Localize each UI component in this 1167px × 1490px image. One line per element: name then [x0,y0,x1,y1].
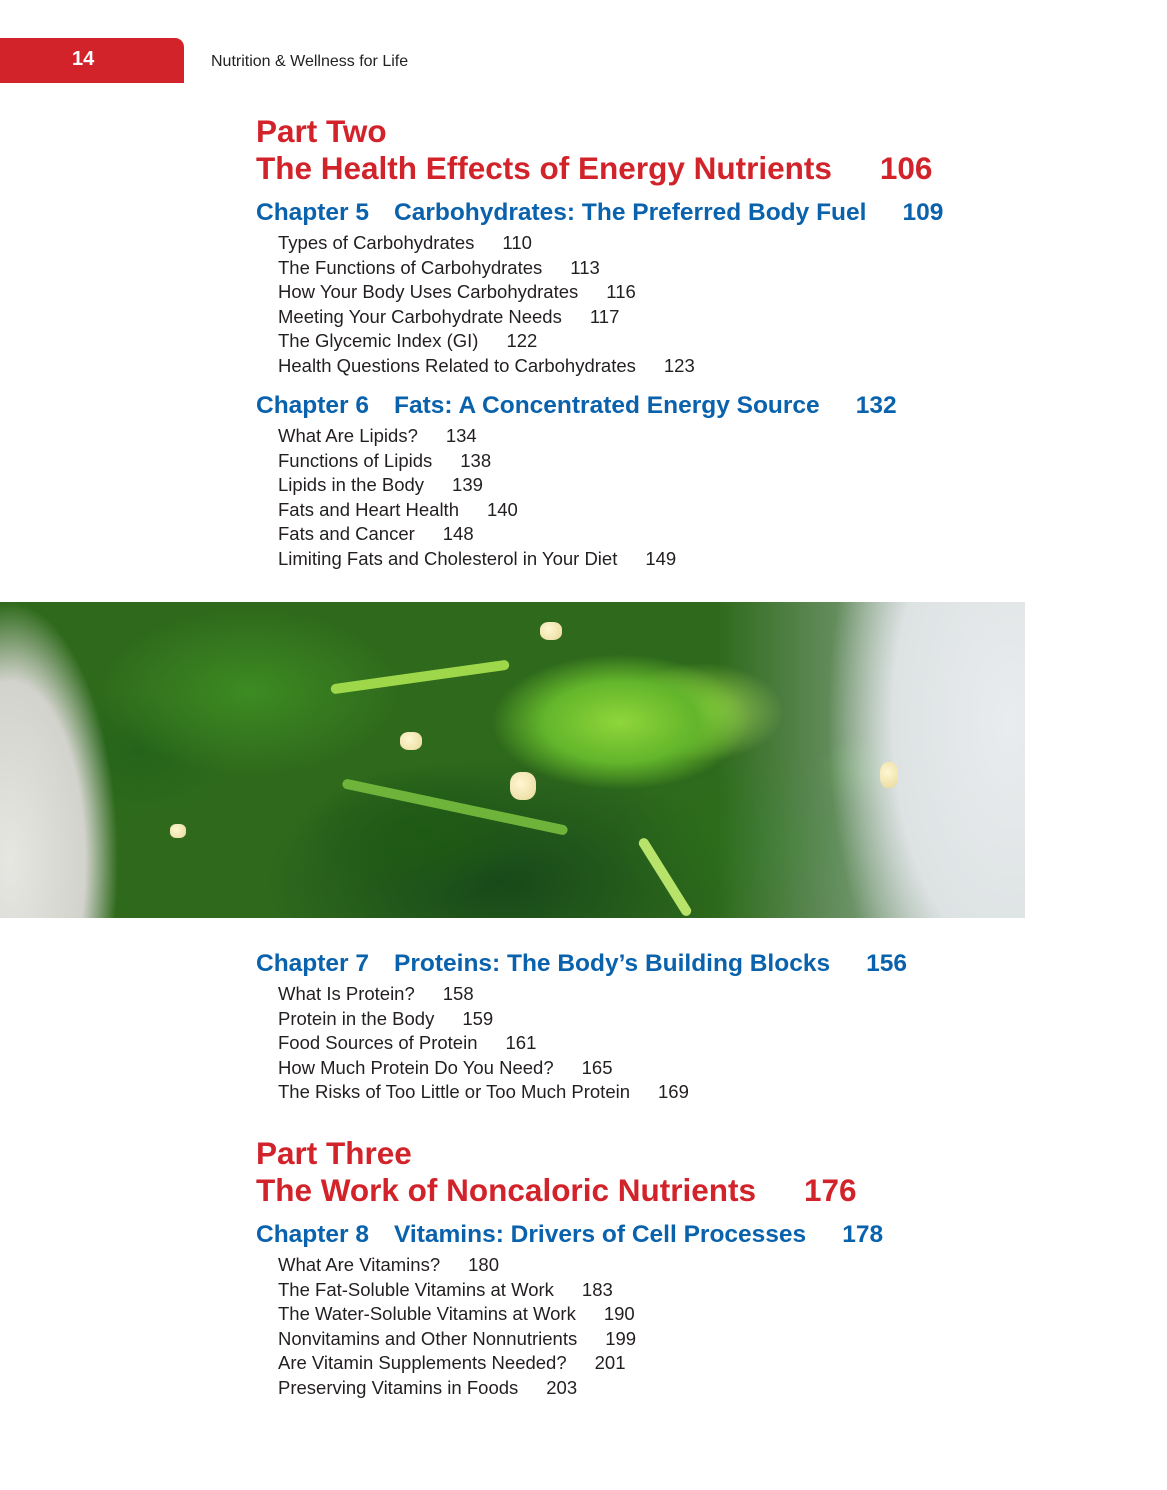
section-entry[interactable] [278,1253,883,1278]
section-entry[interactable] [278,424,897,449]
sauteed-greens-photo [0,602,1025,918]
section-list [256,1253,883,1401]
garlic-piece [540,622,562,640]
part-title: The Health Effects of Energy Nutrients [256,150,832,186]
part-page: 176 [803,1172,857,1208]
chapter-number: Chapter 8 [256,1221,370,1248]
section-page: 203 [546,1376,578,1398]
part-label: Part Three [256,1135,412,1171]
section-page: 165 [581,1056,613,1078]
section-page: 140 [486,498,518,520]
section-entry[interactable] [278,1302,883,1327]
section-entry[interactable] [278,231,943,256]
section-entry[interactable] [278,1376,883,1401]
garlic-piece [400,732,422,750]
section-title: The Water-Soluble Vitamins at Work [278,1303,576,1325]
section-title: How Your Body Uses Carbohydrates [278,281,579,303]
section-page: 113 [570,256,600,278]
garlic-piece [880,762,898,788]
section-entry[interactable] [278,547,897,572]
section-entry[interactable] [278,1351,883,1376]
part-title-entry[interactable] [256,150,932,187]
toc-part-three [256,1135,857,1209]
section-page: 122 [506,330,538,352]
section-page: 149 [645,547,677,569]
section-page: 134 [445,425,477,446]
section-page: 148 [442,523,474,545]
toc-chapter-5 [256,198,943,379]
section-title: Are Vitamin Supplements Needed? [278,1352,567,1374]
toc-part-two [256,113,932,187]
section-title: Functions of Lipids [278,449,433,471]
chapter-title: Carbohydrates: The Preferred Body Fuel [394,199,867,226]
part-label: Part Two [256,113,387,149]
section-title: Fats and Cancer [278,523,415,545]
toc-chapter-7 [256,949,907,1105]
section-entry[interactable] [278,473,897,498]
chapter-title: Proteins: The Body’s Building Blocks [394,950,831,977]
section-page: 190 [603,1303,635,1325]
part-title-entry[interactable] [256,1172,857,1209]
plate-left-edge [0,602,1025,918]
section-entry[interactable] [278,1278,883,1303]
section-list [256,231,943,379]
section-title: The Risks of Too Little or Too Much Protein [278,1081,631,1103]
chapter-entry[interactable] [256,391,897,421]
garlic-piece [170,824,186,838]
chapter-page: 109 [902,199,944,226]
running-head: Nutrition & Wellness for Life [211,53,409,70]
section-list [256,424,897,572]
section-page: 110 [502,232,532,253]
section-entry[interactable] [278,449,897,474]
section-title: The Glycemic Index (GI) [278,330,479,352]
chapter-entry[interactable] [256,1220,883,1250]
chapter-number: Chapter 7 [256,950,370,977]
chapter-number: Chapter 6 [256,392,370,419]
section-page: 161 [505,1032,537,1054]
section-entry[interactable] [278,498,897,523]
section-page: 169 [658,1081,689,1103]
section-page: 116 [606,281,636,303]
section-title: Lipids in the Body [278,474,425,496]
section-title: Nonvitamins and Other Nonnutrients [278,1327,578,1349]
section-page: 183 [581,1278,613,1300]
section-entry[interactable] [278,256,943,281]
section-title: How Much Protein Do You Need? [278,1056,554,1078]
section-page: 159 [462,1007,494,1029]
section-list [256,982,907,1105]
chapter-entry[interactable] [256,198,943,228]
section-page: 199 [605,1327,637,1349]
section-title: Meeting Your Carbohydrate Needs [278,305,562,327]
section-page: 201 [594,1352,626,1374]
section-title: Food Sources of Protein [278,1032,478,1054]
section-title: Health Questions Related to Carbohydrates [278,354,636,376]
section-entry[interactable] [278,305,943,330]
section-entry[interactable] [278,982,907,1007]
part-title: The Work of Noncaloric Nutrients [256,1172,756,1208]
section-title: What Are Lipids? [278,425,418,446]
section-title: What Is Protein? [278,983,415,1004]
section-page: 158 [442,983,474,1004]
section-title: Protein in the Body [278,1007,435,1029]
chapter-title: Vitamins: Drivers of Cell Processes [394,1221,807,1248]
section-title: Fats and Heart Health [278,498,459,520]
chapter-page: 132 [855,392,897,419]
toc-chapter-8 [256,1220,883,1401]
section-title: The Functions of Carbohydrates [278,256,543,278]
garlic-piece [510,772,536,800]
section-entry[interactable] [278,1327,883,1352]
section-page: 123 [663,354,695,376]
section-page: 139 [452,474,483,496]
section-entry[interactable] [278,1056,907,1081]
section-entry[interactable] [278,1007,907,1032]
chapter-number: Chapter 5 [256,199,370,226]
section-entry[interactable] [278,1031,907,1056]
section-entry[interactable] [278,522,897,547]
chapter-page: 156 [866,950,907,977]
section-entry[interactable] [278,354,943,379]
part-page: 106 [879,150,933,186]
section-entry[interactable] [278,329,943,354]
toc-chapter-6 [256,391,897,572]
section-page: 117 [589,305,620,327]
section-title: Preserving Vitamins in Foods [278,1376,519,1398]
section-title: What Are Vitamins? [278,1254,441,1275]
chapter-page: 178 [842,1221,884,1248]
section-page: 138 [460,449,492,471]
section-title: Limiting Fats and Cholesterol in Your Diet [278,547,618,569]
page-number: 14 [72,48,95,70]
section-title: The Fat-Soluble Vitamins at Work [278,1278,554,1300]
chapter-title: Fats: A Concentrated Energy Source [394,392,820,419]
section-title: Types of Carbohydrates [278,232,475,253]
section-entry[interactable] [278,280,943,305]
section-page: 180 [468,1254,499,1275]
chapter-entry[interactable] [256,949,907,979]
section-entry[interactable] [278,1080,907,1105]
